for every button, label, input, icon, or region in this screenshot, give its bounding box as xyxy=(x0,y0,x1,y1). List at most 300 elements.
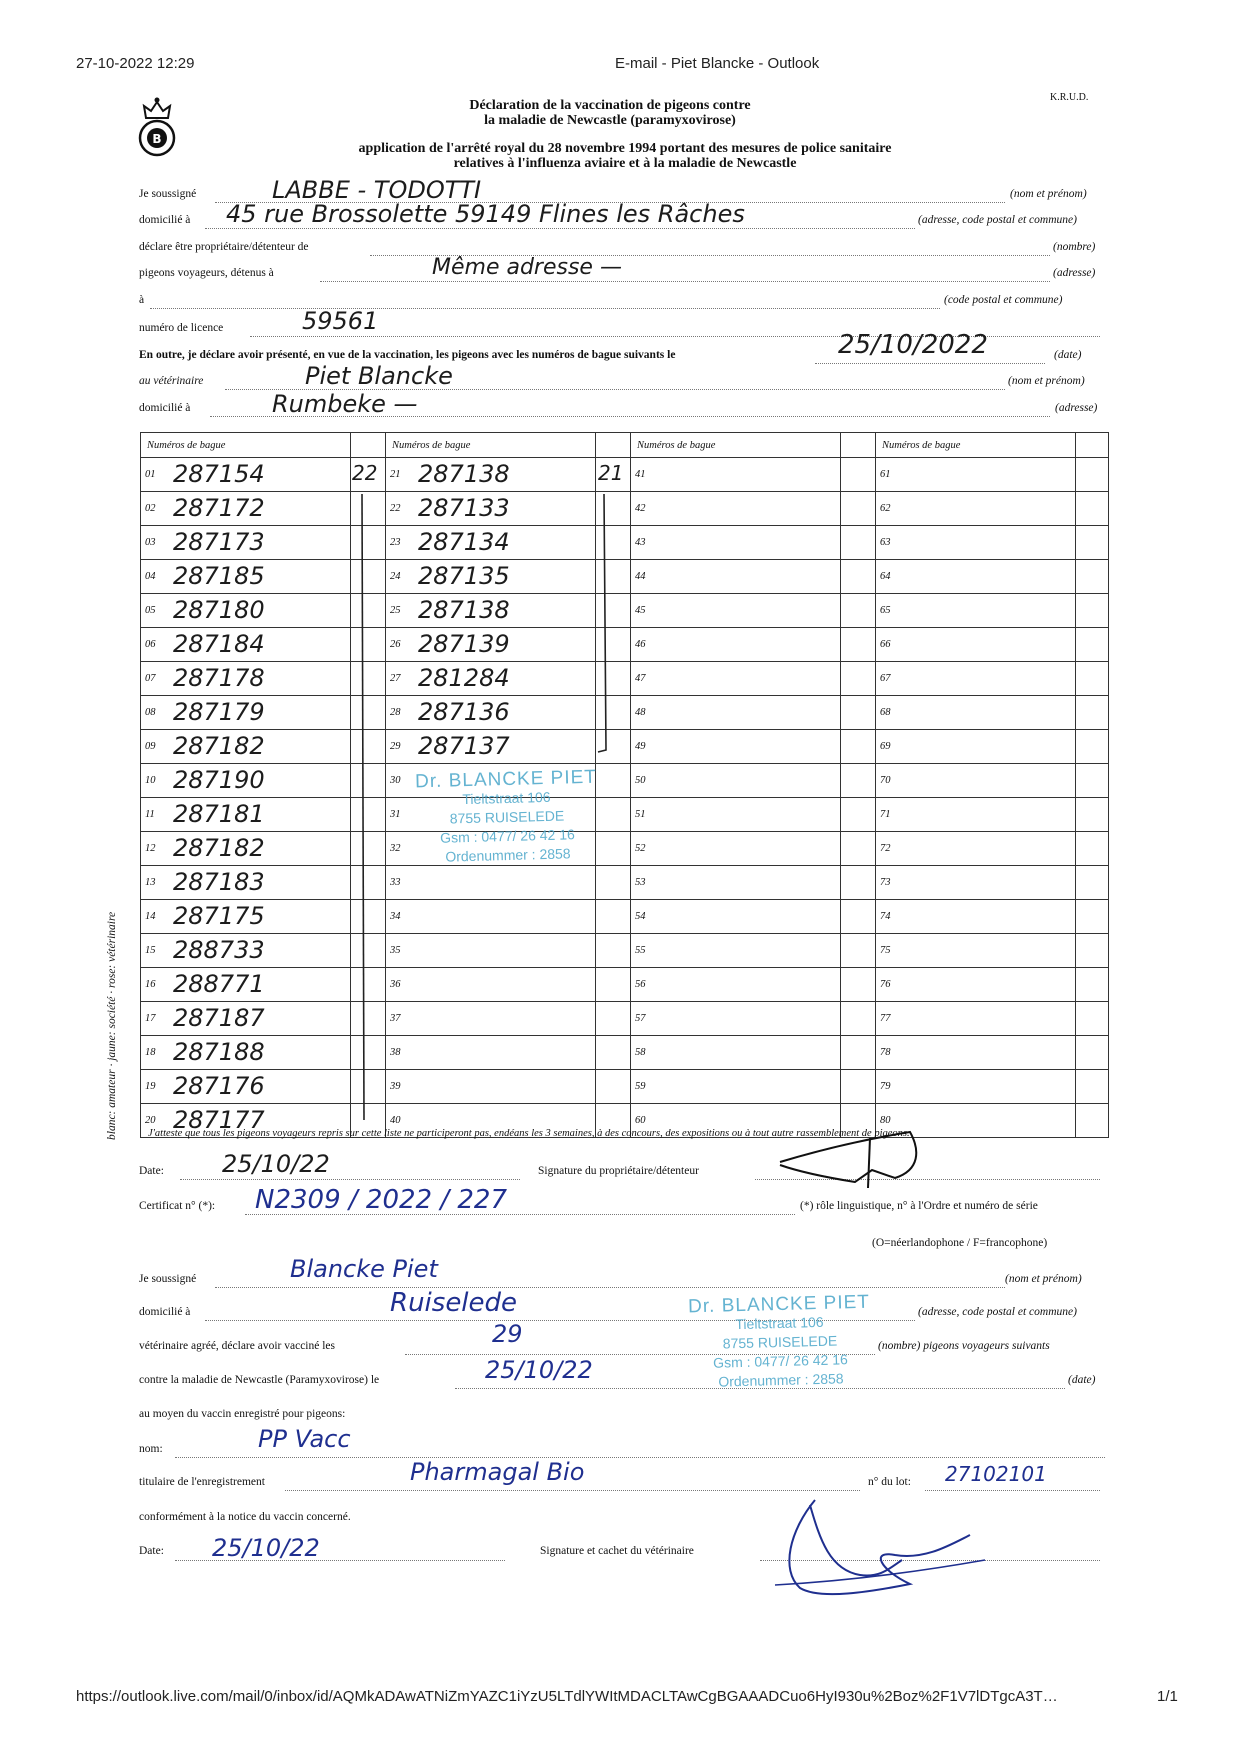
row-number: 10 xyxy=(145,775,156,786)
label-cp-commune: (code postal et commune) xyxy=(944,294,1063,306)
row-number: 19 xyxy=(145,1081,156,1092)
form-application-1: application de l'arrêté royal du 28 novembre 1994 portant des mesures de police sanitaire xyxy=(358,141,892,156)
owner-name: LABBE - TODOTTI xyxy=(272,176,482,204)
row-number: 43 xyxy=(635,537,646,548)
ring-mark-cell xyxy=(1076,730,1109,764)
vet-section-name: Blancke Piet xyxy=(290,1255,438,1283)
ring-cell xyxy=(141,526,351,560)
ring-number: 287134 xyxy=(418,528,510,556)
svg-text:B: B xyxy=(152,132,162,146)
ring-mark-cell xyxy=(841,866,876,900)
label-adresse: (adresse) xyxy=(1053,267,1096,279)
vet-label-date-2: Date: xyxy=(139,1545,164,1557)
ring-cell xyxy=(141,798,351,832)
print-url: https://outlook.live.com/mail/0/inbox/id/AQMkADAwATNiZmYAZC1iYzU5LTdlYWItMDACLTAwCgBGAAADCuo6HyI930u%2Boz%2F1V7lDTgcA3T… xyxy=(76,1688,1058,1705)
ring-mark-cell xyxy=(841,662,876,696)
row-number: 67 xyxy=(880,673,891,684)
table-row xyxy=(141,798,1109,832)
row-number: 40 xyxy=(390,1115,401,1126)
ring-cell xyxy=(631,968,841,1002)
ring-mark-cell xyxy=(1076,560,1109,594)
row-number: 41 xyxy=(635,469,646,480)
label-licence: numéro de licence xyxy=(139,322,224,334)
print-datetime: 27-10-2022 12:29 xyxy=(76,55,195,72)
ring-number: 287183 xyxy=(173,868,265,896)
col-header-2: Numéros de bague xyxy=(386,433,596,458)
col-header-1: Numéros de bague xyxy=(141,433,351,458)
ring-number: 287138 xyxy=(418,460,510,488)
row-number: 30 xyxy=(390,775,401,786)
ring-mark-cell xyxy=(1076,628,1109,662)
vet-section-vacc-date: 25/10/22 xyxy=(485,1356,593,1384)
print-page: 1/1 xyxy=(1157,1688,1178,1705)
row-number: 21 xyxy=(390,469,401,480)
licence-number: 59561 xyxy=(302,307,379,335)
vet-label-date: (date) xyxy=(1068,1374,1096,1386)
row-number: 54 xyxy=(635,911,646,922)
table-row xyxy=(141,594,1109,628)
row-number: 68 xyxy=(880,707,891,718)
ring-cell xyxy=(631,696,841,730)
ring-mark-cell xyxy=(1076,594,1109,628)
table-row xyxy=(141,696,1109,730)
owner-signature xyxy=(760,1120,970,1200)
ring-mark-cell xyxy=(841,594,876,628)
ring-number: 287133 xyxy=(418,494,510,522)
row-number: 56 xyxy=(635,979,646,990)
ring-mark-cell xyxy=(1076,1002,1109,1036)
row-number: 55 xyxy=(635,945,646,956)
ring-cell xyxy=(876,662,1076,696)
ring-cell xyxy=(141,492,351,526)
table-row xyxy=(141,526,1109,560)
ring-cell xyxy=(876,968,1076,1002)
ring-mark-col1: 22 xyxy=(352,461,378,485)
form-application-2: relatives à l'influenza aviaire et à la maladie de Newcastle xyxy=(453,156,797,171)
ring-mark-cell xyxy=(1076,900,1109,934)
ring-cell xyxy=(876,934,1076,968)
vet-label-domicilie: domicilié à xyxy=(139,1306,191,1318)
row-number: 23 xyxy=(390,537,401,548)
row-number: 33 xyxy=(390,877,401,888)
ring-mark-col2: 21 xyxy=(598,461,624,485)
row-number: 64 xyxy=(880,571,891,582)
ring-mark-cell xyxy=(841,560,876,594)
print-title: E-mail - Piet Blancke - Outlook xyxy=(615,55,820,72)
ring-mark-cell xyxy=(1076,968,1109,1002)
label-declare: déclare être propriétaire/détenteur de xyxy=(139,241,309,253)
ring-cell xyxy=(141,968,351,1002)
ring-number: 287178 xyxy=(173,664,265,692)
label-nom-prenom: (nom et prénom) xyxy=(1010,188,1087,200)
row-number: 63 xyxy=(880,537,891,548)
ring-cell xyxy=(876,628,1076,662)
ring-cell xyxy=(876,764,1076,798)
label-domicilie: domicilié à xyxy=(139,214,191,226)
vet-label-contre: contre la maladie de Newcastle (Paramyxovirose) le xyxy=(139,1374,380,1386)
ring-mark-cell xyxy=(841,1036,876,1070)
ring-mark-cell xyxy=(1076,1104,1109,1138)
ring-cell xyxy=(631,900,841,934)
row-number: 37 xyxy=(390,1013,401,1024)
ring-cell xyxy=(876,458,1076,492)
row-number: 49 xyxy=(635,741,646,752)
ring-mark-cell xyxy=(841,1002,876,1036)
row-number: 76 xyxy=(880,979,891,990)
row-number: 35 xyxy=(390,945,401,956)
ring-cell xyxy=(141,730,351,764)
row-number: 18 xyxy=(145,1047,156,1058)
ring-cell xyxy=(631,1002,841,1036)
row-number: 13 xyxy=(145,877,156,888)
ring-mark-cell xyxy=(1076,696,1109,730)
ring-mark-cell xyxy=(841,934,876,968)
row-number: 58 xyxy=(635,1047,646,1058)
ring-cell xyxy=(141,662,351,696)
row-number: 16 xyxy=(145,979,156,990)
ring-cell xyxy=(141,866,351,900)
ring-cell xyxy=(876,798,1076,832)
ring-number: 281284 xyxy=(418,664,510,692)
ring-mark-cell xyxy=(1076,1036,1109,1070)
label-date: (date) xyxy=(1054,349,1082,361)
row-number: 71 xyxy=(880,809,891,820)
table-row xyxy=(141,832,1109,866)
ring-cell xyxy=(141,696,351,730)
ring-cell xyxy=(631,866,841,900)
vet-stamp-section: Dr. BLANCKE PIET Tieltstraat 106 8755 RUISELEDE Gsm : 0477/ 26 42 16 Ordenummer : 2858 xyxy=(687,1291,871,1390)
row-number: 70 xyxy=(880,775,891,786)
row-number: 50 xyxy=(635,775,646,786)
row-number: 39 xyxy=(390,1081,401,1092)
form-code: K.R.U.D. xyxy=(1050,92,1089,103)
ring-mark-cell xyxy=(1076,662,1109,696)
ring-number: 287190 xyxy=(173,766,265,794)
vaccine-name: PP Vacc xyxy=(258,1425,351,1453)
label-adresse-cp: (adresse, code postal et commune) xyxy=(918,214,1077,226)
label-domicilie-2: domicilié à xyxy=(139,402,191,414)
ring-number: 287137 xyxy=(418,732,510,760)
certificate-number: N2309 / 2022 / 227 xyxy=(255,1185,507,1215)
table-row xyxy=(141,934,1109,968)
presentation-date: 25/10/2022 xyxy=(838,330,988,360)
row-number: 14 xyxy=(145,911,156,922)
owner-address: 45 rue Brossolette 59149 Flines les Râches xyxy=(226,200,745,228)
row-number: 53 xyxy=(635,877,646,888)
col-header-4: Numéros de bague xyxy=(876,433,1076,458)
row-number: 44 xyxy=(635,571,646,582)
ring-cell xyxy=(141,900,351,934)
certificate-note: (*) rôle linguistique, n° à l'Ordre et numéro de série xyxy=(800,1200,1038,1212)
row-number: 01 xyxy=(145,469,156,480)
ring-number: 287187 xyxy=(173,1004,265,1032)
vet-label-conforme: conformément à la notice du vaccin concerné. xyxy=(139,1511,351,1523)
label-pigeons: pigeons voyageurs, détenus à xyxy=(139,267,274,279)
ring-numbers-table xyxy=(140,432,1109,1138)
label-adresse-2: (adresse) xyxy=(1055,402,1098,414)
label-nom-prenom-2: (nom et prénom) xyxy=(1008,375,1085,387)
label-en-outre: En outre, je déclare avoir présenté, en vue de la vaccination, les pigeons avec les numéros de bague suivants le xyxy=(139,349,676,361)
ring-cell xyxy=(876,832,1076,866)
ring-cell xyxy=(876,1002,1076,1036)
ring-cell xyxy=(631,798,841,832)
row-number: 66 xyxy=(880,639,891,650)
label-owner-signature: Signature du propriétaire/détenteur xyxy=(538,1165,699,1177)
row-number: 42 xyxy=(635,503,646,514)
registration-holder: Pharmagal Bio xyxy=(410,1458,585,1486)
row-number: 38 xyxy=(390,1047,401,1058)
ring-mark-cell xyxy=(1076,934,1109,968)
ring-number: 287172 xyxy=(173,494,265,522)
row-number: 46 xyxy=(635,639,646,650)
ring-cell xyxy=(876,594,1076,628)
ring-cell xyxy=(141,1070,351,1104)
lot-number: 27102101 xyxy=(945,1462,1047,1486)
vet-section-city: Ruiselede xyxy=(390,1288,518,1318)
row-number: 25 xyxy=(390,605,401,616)
table-row xyxy=(141,492,1109,526)
row-number: 04 xyxy=(145,571,156,582)
table-row xyxy=(141,560,1109,594)
vet-label-soussigne: Je soussigné xyxy=(139,1273,197,1285)
ring-mark-cell xyxy=(841,900,876,934)
row-number: 09 xyxy=(145,741,156,752)
ring-cell xyxy=(876,560,1076,594)
ring-cell xyxy=(631,730,841,764)
row-number: 20 xyxy=(145,1115,156,1126)
row-number: 51 xyxy=(635,809,646,820)
row-number: 32 xyxy=(390,843,401,854)
row-number: 60 xyxy=(635,1115,646,1126)
ring-cell xyxy=(141,832,351,866)
ring-mark-cell xyxy=(841,730,876,764)
ring-number: 287154 xyxy=(173,460,265,488)
row-number: 62 xyxy=(880,503,891,514)
ring-number: 287180 xyxy=(173,596,265,624)
ring-number: 287182 xyxy=(173,732,265,760)
ring-cell xyxy=(141,560,351,594)
ring-cell xyxy=(631,1036,841,1070)
row-number: 24 xyxy=(390,571,401,582)
vet-sign-date: 25/10/22 xyxy=(212,1534,320,1562)
row-number: 77 xyxy=(880,1013,891,1024)
vet-label-nombre: (nombre) pigeons voyageurs suivants xyxy=(878,1340,1050,1352)
vet-label-vaccin: au moyen du vaccin enregistré pour pigeons: xyxy=(139,1408,346,1420)
ring-mark-cell xyxy=(841,628,876,662)
ring-cell xyxy=(141,1036,351,1070)
row-number: 26 xyxy=(390,639,401,650)
row-number: 72 xyxy=(880,843,891,854)
ring-cell xyxy=(631,628,841,662)
ring-mark-cell xyxy=(1076,458,1109,492)
vet-label-signature: Signature et cachet du vétérinaire xyxy=(540,1545,694,1557)
ring-cell xyxy=(631,560,841,594)
ring-mark-cell xyxy=(841,696,876,730)
ring-cell xyxy=(876,1070,1076,1104)
label-a: à xyxy=(139,294,145,306)
row-number: 03 xyxy=(145,537,156,548)
vet-city: Rumbeke — xyxy=(272,390,418,418)
table-row xyxy=(141,764,1109,798)
ring-cell xyxy=(141,934,351,968)
row-number: 34 xyxy=(390,911,401,922)
table-row xyxy=(141,730,1109,764)
label-certificat: Certificat n° (*): xyxy=(139,1200,216,1212)
certificate-note-2: (O=néerlandophone / F=francophone) xyxy=(872,1237,1048,1249)
vet-label-adresse-cp: (adresse, code postal et commune) xyxy=(918,1306,1077,1318)
row-number: 45 xyxy=(635,605,646,616)
ring-mark-cell xyxy=(841,458,876,492)
row-number: 29 xyxy=(390,741,401,752)
ring-mark-cell xyxy=(841,764,876,798)
ring-cell xyxy=(631,662,841,696)
ring-cell xyxy=(631,492,841,526)
row-number: 22 xyxy=(390,503,401,514)
table-row xyxy=(141,866,1109,900)
ring-number: 287182 xyxy=(173,834,265,862)
label-nombre: (nombre) xyxy=(1053,241,1096,253)
ring-number: 287138 xyxy=(418,596,510,624)
row-number: 52 xyxy=(635,843,646,854)
row-number: 15 xyxy=(145,945,156,956)
ring-mark-cell xyxy=(1076,526,1109,560)
ring-cell xyxy=(141,628,351,662)
ring-cell xyxy=(631,458,841,492)
row-number: 02 xyxy=(145,503,156,514)
ring-number: 287188 xyxy=(173,1038,265,1066)
row-number: 48 xyxy=(635,707,646,718)
ring-number: 287185 xyxy=(173,562,265,590)
ring-mark-cell xyxy=(841,832,876,866)
table-row xyxy=(141,628,1109,662)
owner-sign-date: 25/10/22 xyxy=(222,1150,330,1178)
label-veterinaire: au vétérinaire xyxy=(139,375,204,387)
attestation-text: J'atteste que tous les pigeons voyageurs repris sur cette liste ne participeront pas, endéans les 3 semaines, à des concours, des expositions ou à tout autre rassemblement de pigeons. xyxy=(148,1128,910,1139)
table-row xyxy=(141,1070,1109,1104)
ring-cell xyxy=(631,934,841,968)
ring-cell xyxy=(876,1036,1076,1070)
copy-color-legend: blanc: amateur · jaune: société · rose: vétérinaire xyxy=(106,911,118,1140)
row-number: 69 xyxy=(880,741,891,752)
row-number: 57 xyxy=(635,1013,646,1024)
row-number: 75 xyxy=(880,945,891,956)
row-number: 12 xyxy=(145,843,156,854)
ring-mark-cell xyxy=(841,526,876,560)
row-number: 31 xyxy=(390,809,401,820)
row-number: 79 xyxy=(880,1081,891,1092)
vet-label-nom: nom: xyxy=(139,1443,163,1455)
vet-label-titulaire: titulaire de l'enregistrement xyxy=(139,1476,265,1488)
ring-mark-cell xyxy=(1076,764,1109,798)
ring-cell xyxy=(141,458,351,492)
row-number: 11 xyxy=(145,809,155,820)
ring-mark-cell xyxy=(1076,492,1109,526)
ring-cell xyxy=(876,866,1076,900)
row-number: 08 xyxy=(145,707,156,718)
vet-label-nom-prenom: (nom et prénom) xyxy=(1005,1273,1082,1285)
table-row xyxy=(141,662,1109,696)
vet-label-agree: vétérinaire agréé, déclare avoir vacciné les xyxy=(139,1340,336,1352)
ring-mark-cell xyxy=(1076,866,1109,900)
row-number: 47 xyxy=(635,673,646,684)
row-number: 73 xyxy=(880,877,891,888)
row-number: 28 xyxy=(390,707,401,718)
ring-cell xyxy=(631,594,841,628)
belgian-crown-logo-icon xyxy=(134,96,180,160)
ring-mark-cell xyxy=(1076,1070,1109,1104)
ring-cell xyxy=(631,764,841,798)
ring-number: 287136 xyxy=(418,698,510,726)
ring-mark-cell xyxy=(841,798,876,832)
vet-signature xyxy=(760,1490,990,1605)
vet-section-count: 29 xyxy=(492,1320,523,1348)
row-number: 59 xyxy=(635,1081,646,1092)
row-number: 65 xyxy=(880,605,891,616)
label-date-owner: Date: xyxy=(139,1165,164,1177)
row-number: 07 xyxy=(145,673,156,684)
ring-cell xyxy=(876,696,1076,730)
ring-cell xyxy=(141,594,351,628)
row-number: 78 xyxy=(880,1047,891,1058)
vet-stamp-table: Dr. BLANCKE PIET Tieltstraat 106 8755 RUISELEDE Gsm : 0477/ 26 42 16 Ordenummer : 2858 xyxy=(414,766,598,865)
ring-mark-cell xyxy=(1076,798,1109,832)
detention-address: Même adresse — xyxy=(432,255,622,280)
ring-mark-cell xyxy=(1076,832,1109,866)
ring-cell xyxy=(876,730,1076,764)
ring-number: 287184 xyxy=(173,630,265,658)
form-title-1: Déclaration de la vaccination de pigeons contre xyxy=(469,98,751,113)
ring-number: 287176 xyxy=(173,1072,265,1100)
table-row xyxy=(141,968,1109,1002)
ring-cell xyxy=(141,1002,351,1036)
ring-number: 287135 xyxy=(418,562,510,590)
ring-mark-cell xyxy=(841,492,876,526)
ring-number: 287175 xyxy=(173,902,265,930)
vet-label-lot: n° du lot: xyxy=(868,1476,911,1488)
row-number: 06 xyxy=(145,639,156,650)
row-number: 17 xyxy=(145,1013,156,1024)
ring-number: 287139 xyxy=(418,630,510,658)
vet-name: Piet Blancke xyxy=(305,362,453,390)
row-number: 74 xyxy=(880,911,891,922)
ring-cell xyxy=(141,764,351,798)
ring-cell xyxy=(876,492,1076,526)
ring-number: 287177 xyxy=(173,1106,265,1134)
ring-cell xyxy=(631,526,841,560)
ring-number: 288733 xyxy=(173,936,265,964)
ring-number: 287173 xyxy=(173,528,265,556)
ring-cell xyxy=(631,832,841,866)
ring-cell xyxy=(631,1070,841,1104)
ring-cell xyxy=(876,526,1076,560)
col-header-3: Numéros de bague xyxy=(631,433,841,458)
row-number: 36 xyxy=(390,979,401,990)
ring-number: 287179 xyxy=(173,698,265,726)
row-number: 80 xyxy=(880,1115,891,1126)
table-row xyxy=(141,900,1109,934)
ring-mark-cell xyxy=(841,968,876,1002)
table-row xyxy=(141,1002,1109,1036)
row-number: 05 xyxy=(145,605,156,616)
row-number: 61 xyxy=(880,469,891,480)
ring-mark-cell xyxy=(841,1070,876,1104)
table-row xyxy=(141,1036,1109,1070)
label-soussigne: Je soussigné xyxy=(139,188,197,200)
ring-cell xyxy=(876,900,1076,934)
ring-number: 288771 xyxy=(173,970,265,998)
row-number: 27 xyxy=(390,673,401,684)
table-row xyxy=(141,458,1109,492)
